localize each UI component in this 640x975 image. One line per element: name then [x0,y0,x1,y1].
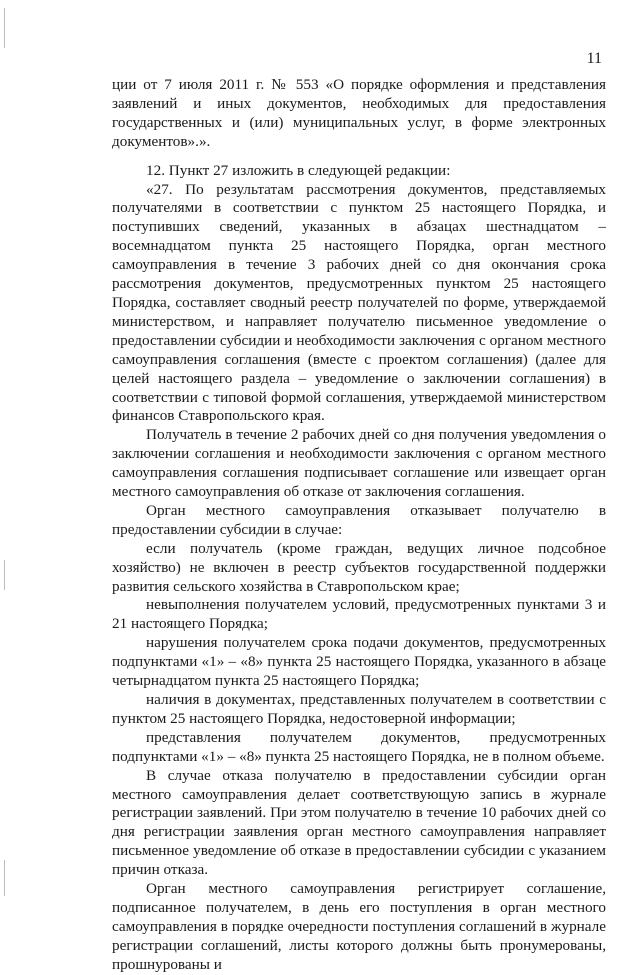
paragraph-refusal-reason-incomplete: представления получателем документов, предусмотренных подпунктами «1» – «8» пункта 25 настоящего Порядка, не в полном объеме. [112,728,606,765]
paragraph-refusal-reason-conditions: невыполнения получателем условий, предусмотренных пунктами 3 и 21 настоящего Порядка; [112,596,606,633]
paragraph-refusal-notification: В случае отказа получателю в предоставлении субсидии орган местного самоуправления делает соответствующую запись в журнале регистрации заявлений. При этом получателю в течение 10 рабочих дней со дня регистрации заявления орган местного самоуправления направляет письменное уведомление об отказе в предоставлении субсидии с указанием причин отказа. [112,766,606,879]
document-body [112,76,606,975]
scan-edge-mark [4,860,5,896]
paragraph-refusal-reason-registry: если получатель (кроме граждан, ведущих личное подсобное хозяйство) не включен в реестр субъектов государственной поддержки развития сельского хозяйства в Ставропольском крае; [112,539,606,595]
paragraph-refusal-intro: Орган местного самоуправления отказывает получателю в предоставлении субсидии в случае: [112,501,606,538]
paragraph-refusal-reason-false-info: наличия в документах, представленных получателем в соответствии с пунктом 25 настоящего Порядка, недостоверной информации; [112,691,606,727]
scan-edge-mark [4,8,5,48]
page-number: 11 [586,50,602,67]
scan-edge-mark [4,560,5,590]
paragraph-point-27: «27. По результатам рассмотрения документов, представляемых получателями в соответствии с пунктом 25 настоящего Порядка, и поступивших сведений, указанных в абзацах шестнадцатом – восемнадцатом пункта 25 настоящего Порядка, орган местного самоуправления в течение 3 рабочих дней со дня окончания срока рассмотрения документов, предусмотренных пунктом 25 настоящего Порядка, составляет сводный реестр получателей по форме, утверждаемой министерством, и направляет получателю письменное уведомление о предоставлении субсидии и необходимости заключения с органом местного самоуправления соглашения (вместе с проектом соглашения) (далее для целей настоящего раздела – уведомление о заключении соглашения) в соответствии с типовой формой соглашения, утверждаемой министерством финансов Ставропольского края. [112,180,606,425]
paragraph-continuation: ции от 7 июля 2011 г. № 553 «О порядке оформления и представления заявлений и иных документов, необходимых для предоставления государственных и (или) муниципальных услуг, в форме электронных документов».». [112,76,606,150]
paragraph-recipient-signing: Получатель в течение 2 рабочих дней со дня получения уведомления о заключении соглашения и необходимости заключения с органом местного самоуправления соглашения подписывает соглашение или извещает орган местного самоуправления об отказе от заключения соглашения. [112,426,606,501]
paragraph-agreement-registration: Орган местного самоуправления регистрирует соглашение, подписанное получателем, в день его поступления в орган местного самоуправления в порядке очередности поступления соглашений в журнале регистрации соглашений, листы которого должны быть пронумерованы, прошнурованы и [112,880,606,973]
paragraph-refusal-reason-deadline: нарушения получателем срока подачи документов, предусмотренных подпунктами «1» – «8» пункта 25 настоящего Порядка, указанного в абзаце четырнадцатом пункта 25 настоящего Порядка; [112,634,606,690]
paragraph-item-12: 12. Пункт 27 изложить в следующей редакции: [146,161,451,179]
